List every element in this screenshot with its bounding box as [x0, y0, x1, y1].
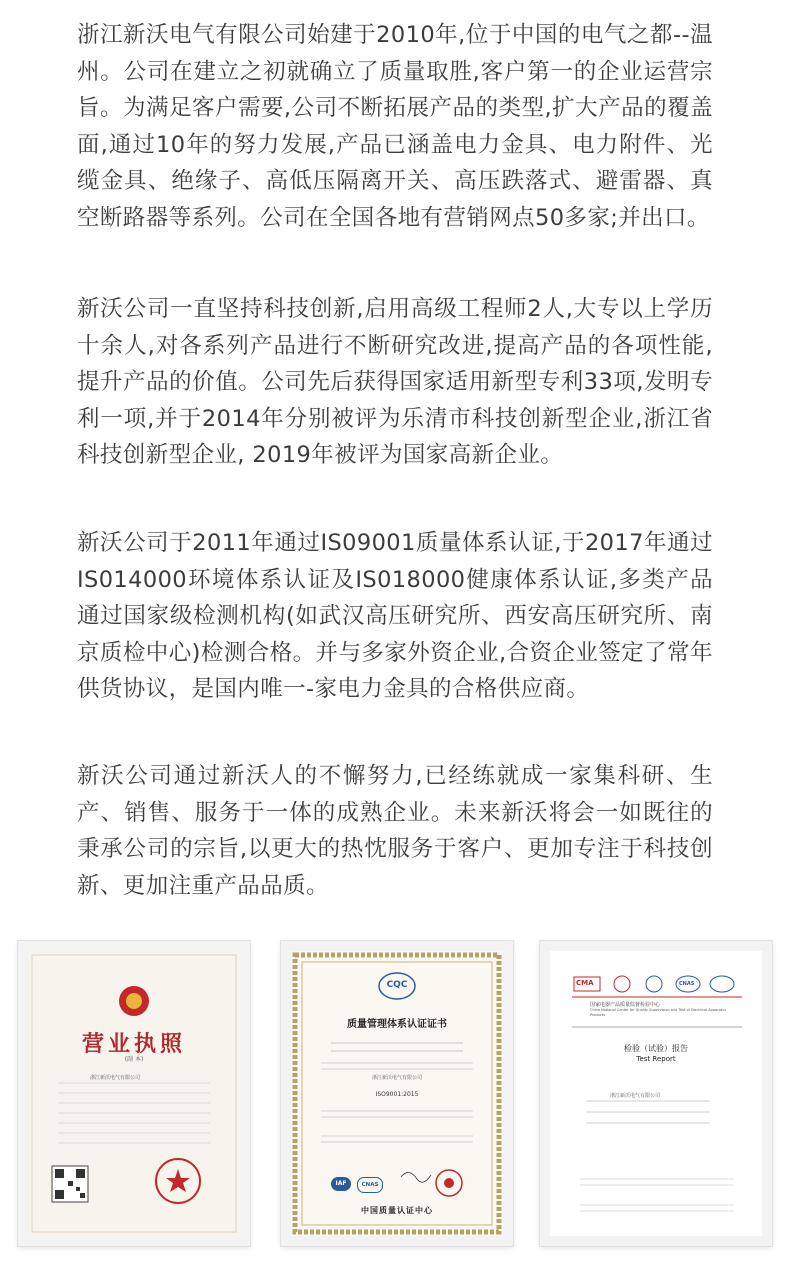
quality-cert-issuer: 中国质量认证中心	[361, 1206, 433, 1215]
report-org: 国家电器产品质量监督检验中心	[590, 1002, 661, 1008]
license-title: 营业执照	[81, 1031, 186, 1057]
business-license-image	[18, 941, 250, 1246]
cma-mark: CMA	[576, 979, 594, 987]
vision-paragraph: 新沃公司通过新沃人的不懈努力,已经练就成一家集科研、生产、销售、服务于一体的成熟企业。未来新沃将会一如既往的秉承公司的宗旨,以更大的热忱服务于客户、更加专注于科技创新、更加注重产品品质。	[77, 763, 713, 899]
innovation-paragraph: 新沃公司一直坚持科技创新,启用高级工程师2人,大专以上学历十余人,对各系列产品进行不断研究改进,提高产品的各项性能,提升产品的价值。公司先后获得国家适用新型专利33项,发明专利一项,并于2014年分别被评为乐清市科技创新型企业,浙江省科技创新型企业, 2019年被评为国家高新企业。	[77, 296, 713, 468]
cqc-logo-text: CQC	[386, 980, 408, 990]
quality-cert-standard: ISO9001:2015	[375, 1091, 419, 1098]
quality-certificate-image	[281, 941, 513, 1246]
signature-icon	[401, 1172, 431, 1182]
report-title-en: Test Report	[636, 1055, 676, 1063]
qr-code-icon	[52, 1166, 88, 1202]
quality-cert-title: 质量管理体系认证证书	[347, 1019, 447, 1030]
intro-paragraph: 浙江新沃电气有限公司始建于2010年,位于中国的电气之都--温州。公司在建立之初就确立了质量取胜,客户第一的企业运营宗旨。为满足客户需要,公司不断拓展产品的类型,扩大产品的覆盖面,通过10年的努力发展,产品已涵盖电力金具、电力附件、光缆金具、绝缘子、高低压隔离开关、高压跌落式、避雷器、真空断路器等系列。公司在全国各地有营销网点50多家;并出口。	[77, 22, 713, 231]
cal-mark-icon	[614, 976, 630, 992]
cnas-mark: CNAS	[679, 981, 695, 987]
license-company: 浙江新沃电气有限公司	[90, 1075, 141, 1081]
ilac-mark-icon	[710, 976, 734, 992]
report-client: 浙江新沃电气有限公司	[610, 1093, 661, 1099]
business-license-document	[28, 951, 240, 1236]
cnas-badge: CNAS	[357, 1177, 383, 1193]
quality-cert-company: 浙江新沃电气有限公司	[371, 1075, 422, 1081]
test-report-document	[550, 951, 762, 1236]
report-title: 检验（试验）报告	[624, 1044, 688, 1053]
quality-certificate-document	[291, 951, 503, 1236]
certification-paragraph: 新沃公司于2011年通过IS09001质量体系认证,于2017年通过IS014000环境体系认证及IS018000健康体系认证,多类产品通过国家级检测机构(如武汉高压研究所、西安高压研究所、南京质检中心)检测合格。并与多家外资企业,合资企业签定了常年供货协议，是国内唯一-家电力金具的合格供应商。	[77, 530, 713, 702]
report-org-en: China National Center for Quality Supervision and Test of Electrical Apparatus Products	[590, 1008, 727, 1017]
globe-mark-icon	[646, 976, 662, 992]
license-subtitle: (副 本)	[124, 1056, 144, 1063]
test-report-image	[540, 941, 772, 1246]
license-artwork	[28, 951, 240, 1236]
iaf-badge: IAF	[331, 1177, 351, 1191]
